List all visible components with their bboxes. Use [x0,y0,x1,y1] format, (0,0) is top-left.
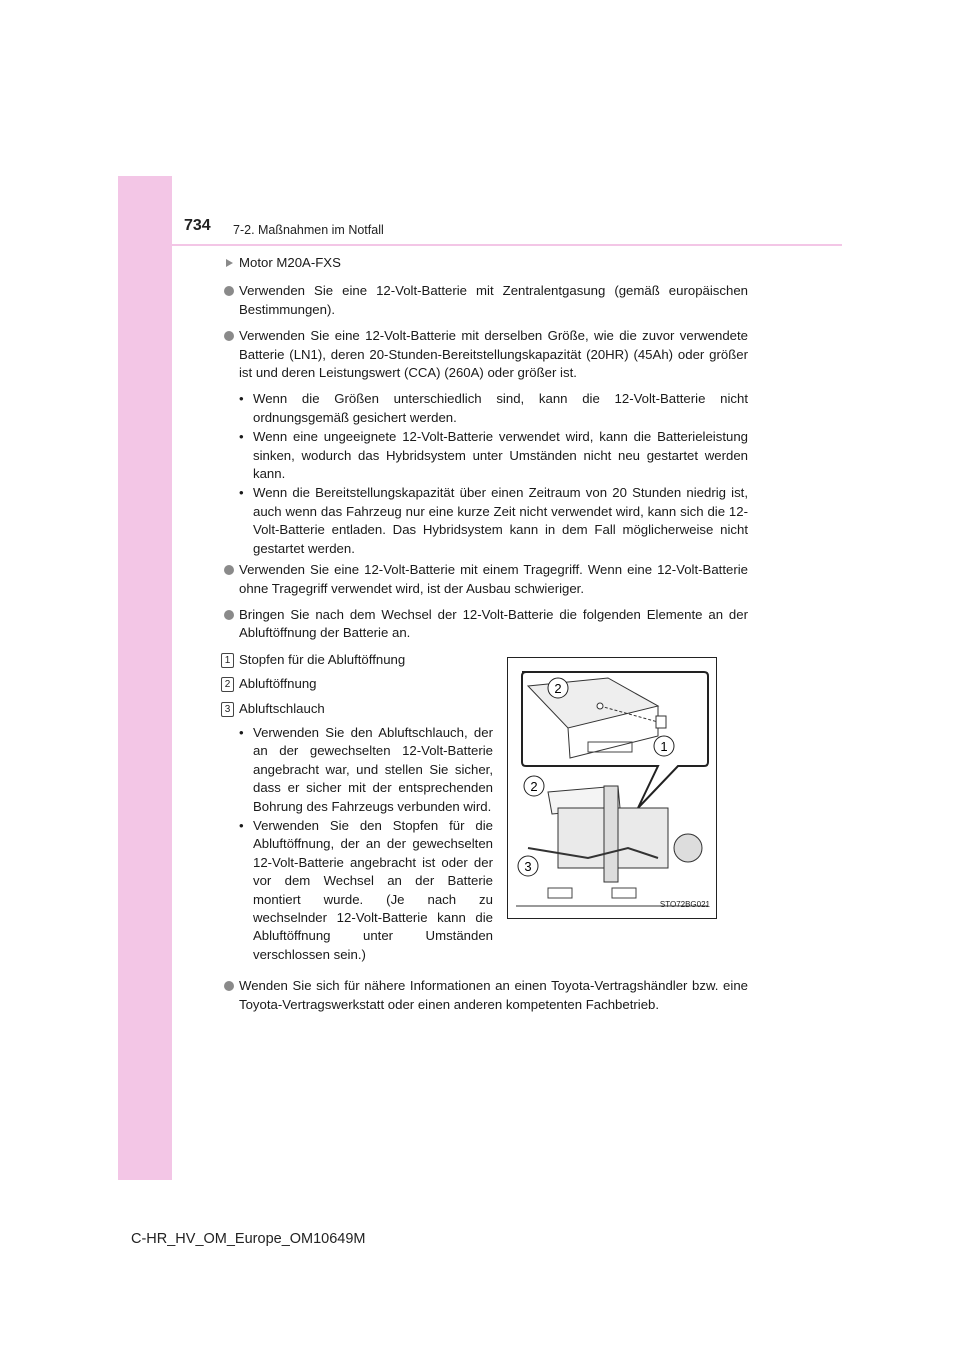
bullet-dot-icon [224,331,234,341]
subheading-text: Motor M20A-FXS [239,255,341,270]
legend-item [223,675,493,693]
number-badge: 1 [221,653,234,668]
side-accent-bar [118,176,172,1180]
hose-notes-list [239,724,493,964]
svg-text:1: 1 [660,738,668,754]
bullet-text: Wenden Sie sich für nähere Informationen an einen Toyota-Vertragshändler bzw. eine Toyota-Vertragswerkstatt oder einen anderen kompetenten Fachbetrieb. [239,978,748,1012]
bullet-item [223,561,748,598]
bullet-text: Verwenden Sie eine 12-Volt-Batterie mit einem Tragegriff. Wenn eine 12-Volt-Batterie ohne Tragegriff verwendet wird, ist der Ausbau schwieriger. [239,562,748,596]
header-divider [172,244,842,246]
bullet-text: Verwenden Sie eine 12-Volt-Batterie mit derselben Größe, wie die zuvor verwendete Batterie (LN1), deren 20-Stunden-Bereitstellungskapazität (20HR) (45Ah) oder größer ist und deren Leistungswert (CCA) (260A) oder größer ist. [239,328,748,381]
bullet-dot-icon [224,610,234,620]
list-item: • Wenn die Bereitstellungskapazität über einen Zeitraum von 20 Stunden niedrig ist, auch wenn das Fahrzeug nur eine kurze Zeit nicht verwendet wird, kann sich die 12-Volt-Batterie entladen. Das Hybridsystem kann in dem Fall möglicherweise nicht gestartet werden. [239,484,748,558]
legend-label: Abluftschlauch [239,700,325,716]
bullet-item [223,327,748,382]
bullet-item [223,977,748,1014]
parts-section [223,651,748,968]
bullet-dot-icon [224,565,234,575]
subheading [223,254,748,272]
battery-diagram [508,658,716,918]
bullet-dot-icon [224,981,234,991]
number-badge: 2 [221,677,234,692]
bullet-item [223,282,748,319]
callout-2-top [548,678,568,698]
bullet-dot-icon [224,286,234,296]
bullet-text: Verwenden Sie eine 12-Volt-Batterie mit Zentralentgasung (gemäß europäischen Bestimmungen). [239,283,748,317]
number-badge: 3 [221,702,234,717]
triangle-icon [226,259,233,267]
bullet-item [223,606,748,643]
size-notes-list [239,390,748,558]
list-item: • Verwenden Sie den Abluftschlauch, der an der gewechselten 12-Volt-Batterie angebracht war, und stellen Sie sicher, dass er sicher mit der entsprechenden Bohrung des Fahrzeugs verbunden wird. [239,724,493,816]
legend-label: Stopfen für die Abluftöffnung [239,651,406,667]
svg-text:2: 2 [554,680,562,696]
page-number: 734 [184,217,211,234]
list-item: • Verwenden Sie den Stopfen für die Abluftöffnung, der an der gewechselten 12-Volt-Batterie angebracht ist oder der vor dem Wechsel an der Batterie montiert wurde. (Je nach zu wechselnder 12-Volt-Batterie kann die Abluftöffnung unter Umständen verschlossen sein.) [239,817,493,964]
figure-code: STO72BG021 [659,900,710,910]
callout-3 [518,856,538,876]
svg-text:3: 3 [524,858,532,874]
main-content [223,254,748,1022]
callout-1 [654,736,674,756]
list-item: • Wenn eine ungeeignete 12-Volt-Batterie verwendet wird, kann die Batterieleistung sinken, wodurch das Hybridsystem unter Umständen nicht neu gestartet werden kann. [239,428,748,483]
legend-item [223,651,493,669]
battery-illustration [507,657,717,919]
section-title: 7-2. Maßnahmen im Notfall [233,223,384,237]
bullet-text: Bringen Sie nach dem Wechsel der 12-Volt-Batterie die folgenden Elemente an der Abluftöffnung der Batterie an. [239,606,748,641]
svg-text:2: 2 [530,778,538,794]
callout-2-bottom [524,776,544,796]
list-item: • Wenn die Größen unterschiedlich sind, kann die 12-Volt-Batterie nicht ordnungsgemäß gesichert werden. [239,390,748,427]
parts-legend [223,651,493,968]
document-footer: C-HR_HV_OM_Europe_OM10649M [131,1231,366,1247]
legend-label: Abluftöffnung [239,676,317,692]
legend-item [223,700,493,718]
